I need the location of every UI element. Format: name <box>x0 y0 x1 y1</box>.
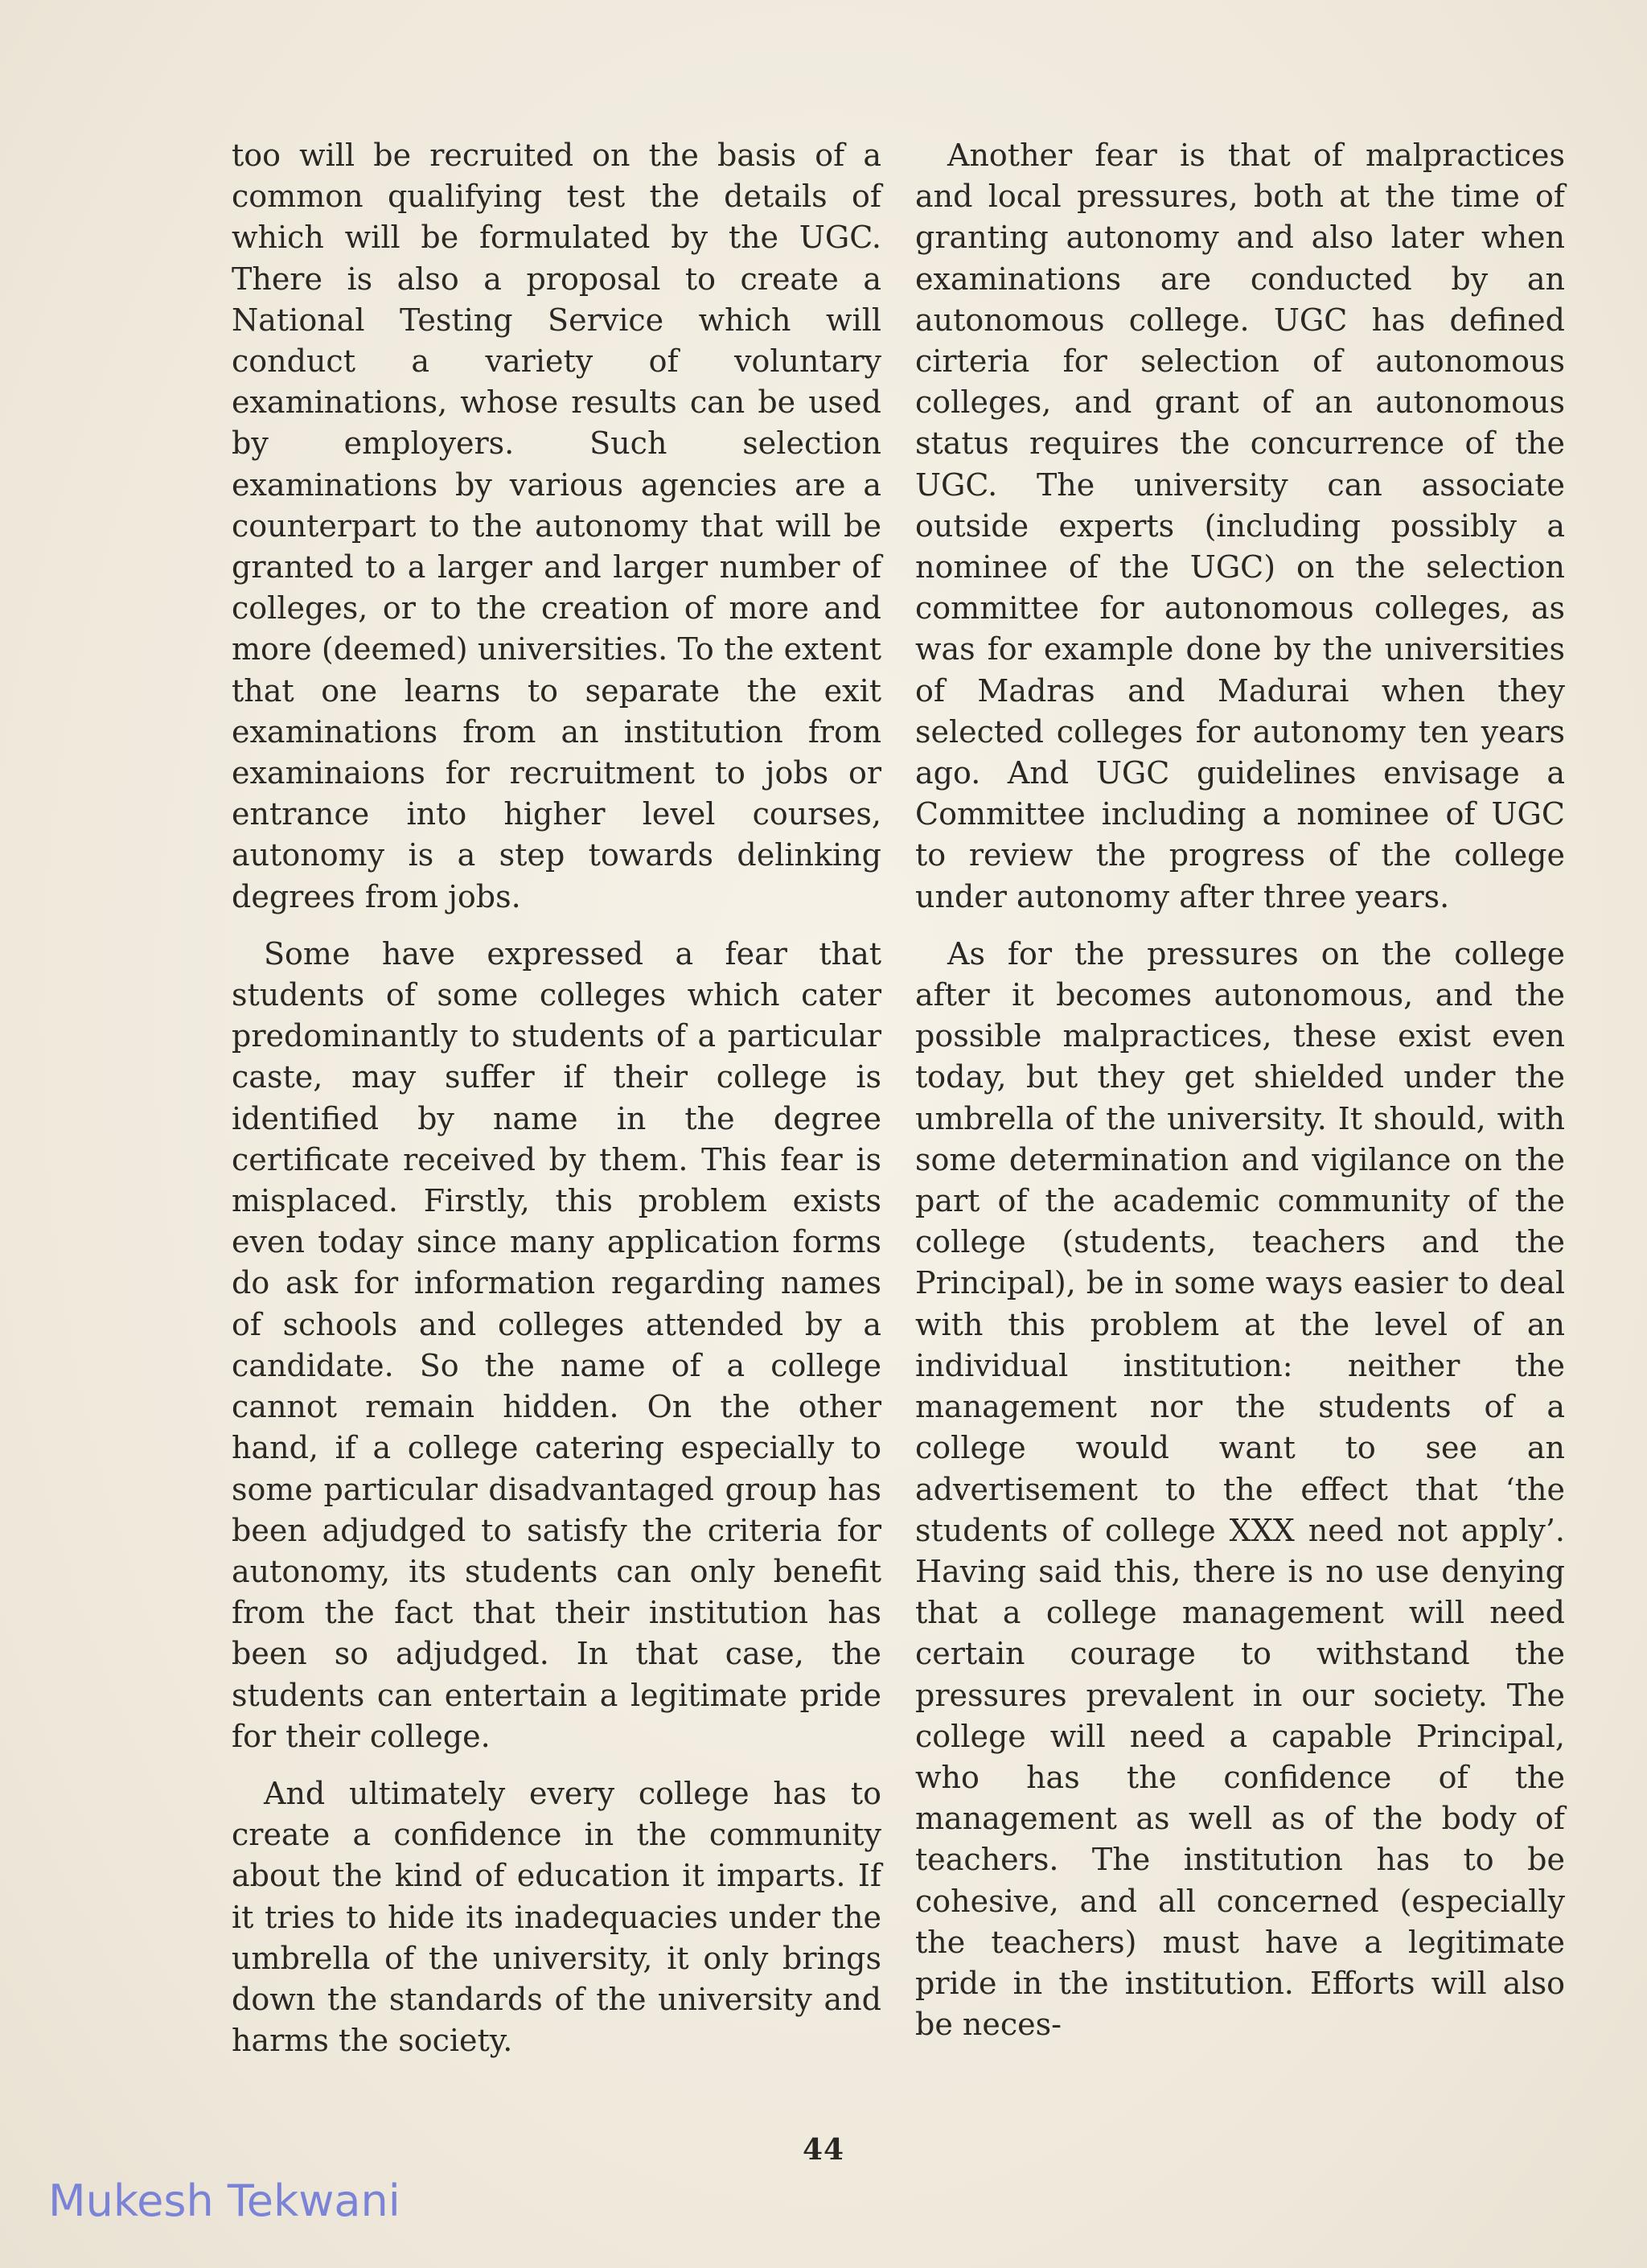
paragraph-recruitment-testing: too will be recruited on the basis of a common qualifying test the details of which will be formulated by the UGC. There is also a proposal to create a National Testing Service which will conduct a variety of voluntary examinations, whose results can be used by employers. Such selection examinations by various agencies are a counterpart to the autonomy that will be granted to a larger and larger number of colleges, or to the creation of more and more (deemed) universities. To the extent that one learns to separate the exit examinations from an institution from examinaions for recruitment to jobs or entrance into higher level courses, autonomy is a step towards delinking degrees from jobs. <box>232 138 881 914</box>
paragraph-community-confidence: And ultimately every college has to create a confidence in the community about the kind of education it imparts. If it tries to hide its inadequacies under the umbrella of the university, it only brings down the standards of the university and harms the society. <box>232 1775 881 2059</box>
watermark: Mukesh Tekwani <box>48 2176 400 2226</box>
page-number: 44 <box>802 2133 845 2167</box>
paragraph-malpractice-fear: Another fear is that of malpractices and local pressures, both at the time of granting autonomy and also later when examinations are conducted by an autonomous college. UGC has defined cirteria for selection of autonomous colleges, and grant of an autonomous status requires the concurrence of the UGC. The university can associate outside experts (including possibly a nominee of the UGC) on the selection committee for autonomous colleges, as was for example done by the universities of Madras and Madurai when they selected colleges for autonomy ten years ago. And UGC guidelines envisage a Committee including a nominee of UGC to review the progress of the college under autonomy after three years. <box>915 138 1565 914</box>
paragraph-college-pressures: As for the pressures on the college after it becomes autonomous, and the possible malpractices, these exist even today, but they get shielded under the umbrella of the university. It should, with some determination and vigilance on the part of the academic community of the college (students, teachers and the Principal), be in some ways easier to deal with this problem at the level of an individual institution: neither the management nor the students of a college would want to see an advertisement to the effect that ‘the students of college XXX need not apply’. Having said this, there is no use denying that a college management will need certain courage to withstand the pressures prevalent in our society. The college will need a capable Principal, who has the confidence of the management as well as of the body of teachers. The institution has to be cohesive, and all concerned (especially the teachers) must have a legitimate pride in the institution. Efforts will also be neces- <box>915 935 1565 2043</box>
left-text-column <box>232 135 881 2077</box>
right-text-column <box>915 135 1565 2061</box>
paragraph-caste-fear: Some have expressed a fear that students of some colleges which cater predominantly to students of a particular caste, may suffer if their college is identified by name in the degree certificate received by them. This fear is misplaced. Firstly, this problem exists even today since many application forms do ask for information regarding names of schools and colleges attended by a candidate. So the name of a college cannot remain hidden. On the other hand, if a college catering especially to some particular disadvantaged group has been adjudged to satisfy the criteria for autonomy, its students can only benefit from the fact that their institution has been so adjudged. In that case, the students can entertain a legitimate pride for their college. <box>232 935 881 1754</box>
